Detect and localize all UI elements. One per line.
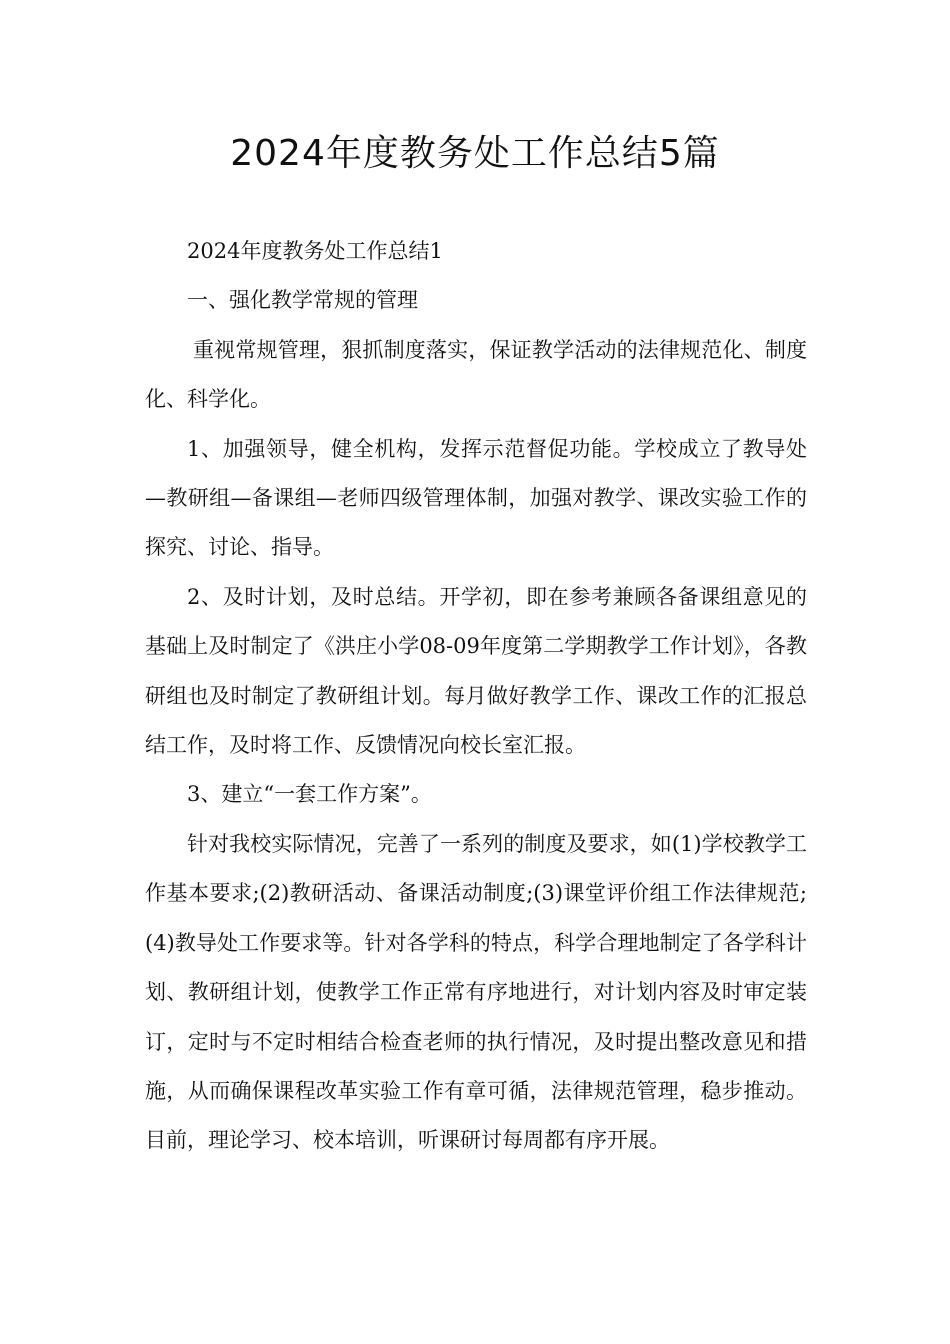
document-title: 2024年度教务处工作总结5篇 bbox=[230, 133, 720, 174]
subsection-heading: 一、强化教学常规的管理 bbox=[187, 288, 418, 313]
body-paragraph: 1、加强领导，健全机构，发挥示范督促功能。学校成立了教导处—教研组—备课组—老师四级管理体制，加强对教学、课改实验工作的探究、讨论、指导。 bbox=[145, 436, 807, 560]
document-body bbox=[145, 227, 807, 1166]
body-paragraph: 2、及时计划，及时总结。开学初，即在参考兼顾各备课组意见的基础上及时制定了《洪庄小学08-09年度第二学期教学工作计划》，各教研组也及时制定了教研组计划。每月做好教学工作、课改工作的汇报总结工作，及时将工作、反馈情况向校长室汇报。 bbox=[145, 584, 807, 758]
section-heading: 2024年度教务处工作总结1 bbox=[187, 239, 443, 263]
body-paragraph: 3、建立“一套工作方案”。 bbox=[187, 782, 432, 807]
body-paragraph: 重视常规管理，狠抓制度落实，保证教学活动的法律规范化、制度化、科学化。 bbox=[145, 337, 807, 412]
body-paragraph: 针对我校实际情况，完善了一系列的制度及要求，如(1)学校教学工作基本要求;(2)教研活动、备课活动制度;(3)课堂评价组工作法律规范;(4)教导处工作要求等。针对各学科的特点，科学合理地制定了各学科计划、教研组计划，使教学工作正常有序地进行，对计划内容及时审定装订，定时与不定时相结合检查老师的执行情况，及时提出整改意见和措施，从而确保课程改革实验工作有章可循，法律规范管理，稳步推动。目前，理论学习、校本培训，听课研讨每周都有序开展。 bbox=[145, 831, 807, 1153]
